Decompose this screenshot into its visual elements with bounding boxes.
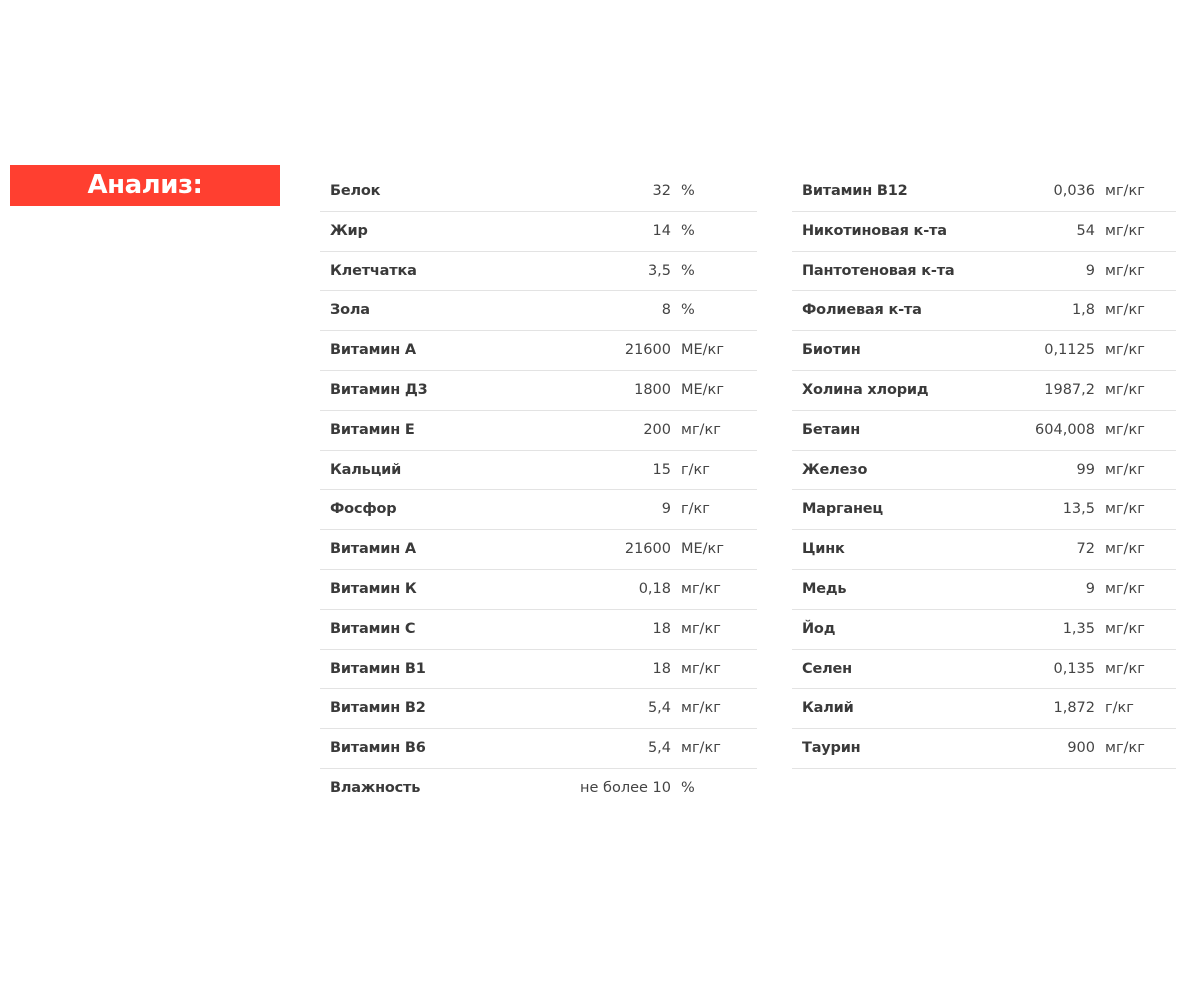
table-row <box>792 252 1176 292</box>
nutrient-value: 15 <box>652 461 671 478</box>
nutrient-name: Витамин К <box>330 580 417 597</box>
nutrient-value: 32 <box>652 183 671 199</box>
nutrient-name: Биотин <box>802 342 861 359</box>
table-row <box>792 610 1176 650</box>
nutrient-unit: мг/кг <box>1105 183 1145 199</box>
nutrient-name: Зола <box>330 302 370 319</box>
nutrient-unit: % <box>681 302 695 319</box>
nutrient-value: 9 <box>1085 262 1095 279</box>
nutrient-value: 0,1125 <box>1044 342 1095 359</box>
table-row <box>792 689 1176 729</box>
nutrient-value: 900 <box>1067 740 1095 757</box>
table-row <box>320 212 757 252</box>
nutrient-unit: % <box>681 262 695 279</box>
nutrient-name: Витамин В2 <box>330 700 426 717</box>
nutrient-value: 1800 <box>634 381 671 398</box>
nutrient-name: Холина хлорид <box>802 381 929 398</box>
table-row <box>320 172 757 212</box>
table-row <box>320 650 757 690</box>
nutrient-name: Йод <box>802 620 836 637</box>
nutrient-name: Влажность <box>330 779 421 796</box>
nutrient-unit: мг/кг <box>681 700 721 717</box>
nutrient-unit: мг/кг <box>681 740 721 757</box>
nutrient-name: Железо <box>802 461 868 478</box>
nutrient-value: 0,18 <box>638 580 671 597</box>
nutrient-unit: мг/кг <box>1105 421 1145 438</box>
nutrient-unit: мг/кг <box>1105 342 1145 359</box>
nutrient-unit: мг/кг <box>1105 461 1145 478</box>
table-row <box>792 331 1176 371</box>
table-row <box>792 172 1176 212</box>
nutrient-name: Никотиновая к-та <box>802 222 947 239</box>
nutrient-unit: мг/кг <box>1105 262 1145 279</box>
nutrient-name: Витамин В6 <box>330 740 426 757</box>
nutrient-name: Фосфор <box>330 501 397 518</box>
analysis-title: Анализ: <box>87 169 203 200</box>
nutrient-value: 13,5 <box>1062 501 1095 518</box>
nutrient-value: 1,872 <box>1053 700 1095 717</box>
nutrient-value: 3,5 <box>647 262 671 279</box>
nutrient-value: 604,008 <box>1035 421 1095 438</box>
nutrient-unit: % <box>681 183 695 199</box>
nutrient-name: Витамин А <box>330 541 416 558</box>
nutrient-value: 9 <box>1085 580 1095 597</box>
nutrient-name: Жир <box>330 222 368 239</box>
nutrient-name: Белок <box>330 183 381 199</box>
nutrient-value: 99 <box>1076 461 1095 478</box>
nutrient-value: 54 <box>1076 222 1095 239</box>
nutrient-unit: мг/кг <box>1105 740 1145 757</box>
nutrient-value: 8 <box>661 302 671 319</box>
nutrient-value: 1,8 <box>1071 302 1095 319</box>
table-row <box>320 451 757 491</box>
nutrient-name: Калий <box>802 700 854 717</box>
table-row <box>792 451 1176 491</box>
table-row <box>792 729 1176 769</box>
table-row <box>792 650 1176 690</box>
nutrient-name: Витамин Д3 <box>330 381 428 398</box>
nutrient-unit: мг/кг <box>1105 620 1145 637</box>
nutrient-unit: мг/кг <box>1105 381 1145 398</box>
nutrient-value: не более 10 <box>580 779 671 796</box>
table-row <box>320 729 757 769</box>
analysis-banner <box>10 165 280 206</box>
nutrient-unit: МЕ/кг <box>681 381 724 398</box>
nutrient-value: 9 <box>661 501 671 518</box>
nutrient-unit: мг/кг <box>1105 222 1145 239</box>
nutrient-name: Витамин А <box>330 342 416 359</box>
analysis-table-right <box>792 172 1176 769</box>
nutrient-name: Пантотеновая к-та <box>802 262 955 279</box>
nutrient-value: 1,35 <box>1062 620 1095 637</box>
nutrient-name: Витамин Е <box>330 421 415 438</box>
table-row <box>320 252 757 292</box>
table-row <box>320 769 757 809</box>
table-row <box>320 530 757 570</box>
nutrient-unit: % <box>681 779 695 796</box>
nutrient-unit: мг/кг <box>1105 302 1145 319</box>
nutrient-name: Кальций <box>330 461 402 478</box>
nutrient-unit: г/кг <box>681 501 710 518</box>
table-row <box>320 331 757 371</box>
nutrient-name: Бетаин <box>802 421 861 438</box>
nutrient-name: Фолиевая к-та <box>802 302 922 319</box>
table-row <box>320 490 757 530</box>
nutrient-name: Клетчатка <box>330 262 417 279</box>
nutrient-name: Медь <box>802 580 847 597</box>
nutrient-unit: г/кг <box>681 461 710 478</box>
nutrient-name: Витамин В12 <box>802 183 908 199</box>
table-row <box>792 570 1176 610</box>
nutrient-name: Марганец <box>802 501 883 518</box>
nutrient-value: 21600 <box>624 541 671 558</box>
nutrient-unit: МЕ/кг <box>681 541 724 558</box>
nutrient-unit: мг/кг <box>1105 541 1145 558</box>
table-row <box>320 689 757 729</box>
nutrient-value: 18 <box>652 620 671 637</box>
nutrient-unit: мг/кг <box>1105 501 1145 518</box>
table-row <box>320 570 757 610</box>
table-row <box>320 371 757 411</box>
table-row <box>792 490 1176 530</box>
nutrient-unit: мг/кг <box>681 421 721 438</box>
nutrient-name: Витамин С <box>330 620 416 637</box>
nutrient-value: 5,4 <box>647 740 671 757</box>
nutrient-name: Витамин В1 <box>330 660 426 677</box>
table-row <box>320 291 757 331</box>
nutrient-value: 21600 <box>624 342 671 359</box>
table-row <box>792 411 1176 451</box>
nutrient-name: Таурин <box>802 740 861 757</box>
table-row <box>320 610 757 650</box>
nutrient-unit: мг/кг <box>681 660 721 677</box>
nutrient-value: 14 <box>652 222 671 239</box>
table-row <box>792 212 1176 252</box>
table-row <box>792 530 1176 570</box>
nutrient-unit: мг/кг <box>1105 660 1145 677</box>
nutrient-value: 0,135 <box>1053 660 1095 677</box>
nutrient-unit: МЕ/кг <box>681 342 724 359</box>
nutrient-value: 200 <box>643 421 671 438</box>
table-row <box>320 411 757 451</box>
nutrient-name: Цинк <box>802 541 845 558</box>
nutrient-unit: мг/кг <box>681 620 721 637</box>
nutrient-name: Селен <box>802 660 852 677</box>
nutrient-value: 72 <box>1076 541 1095 558</box>
table-row <box>792 291 1176 331</box>
table-row <box>792 371 1176 411</box>
nutrient-value: 0,036 <box>1053 183 1095 199</box>
nutrient-unit: мг/кг <box>681 580 721 597</box>
nutrient-value: 1987,2 <box>1044 381 1095 398</box>
nutrient-unit: мг/кг <box>1105 580 1145 597</box>
nutrient-unit: % <box>681 222 695 239</box>
analysis-table-left <box>320 172 757 809</box>
nutrient-unit: г/кг <box>1105 700 1134 717</box>
nutrient-value: 5,4 <box>647 700 671 717</box>
nutrient-value: 18 <box>652 660 671 677</box>
